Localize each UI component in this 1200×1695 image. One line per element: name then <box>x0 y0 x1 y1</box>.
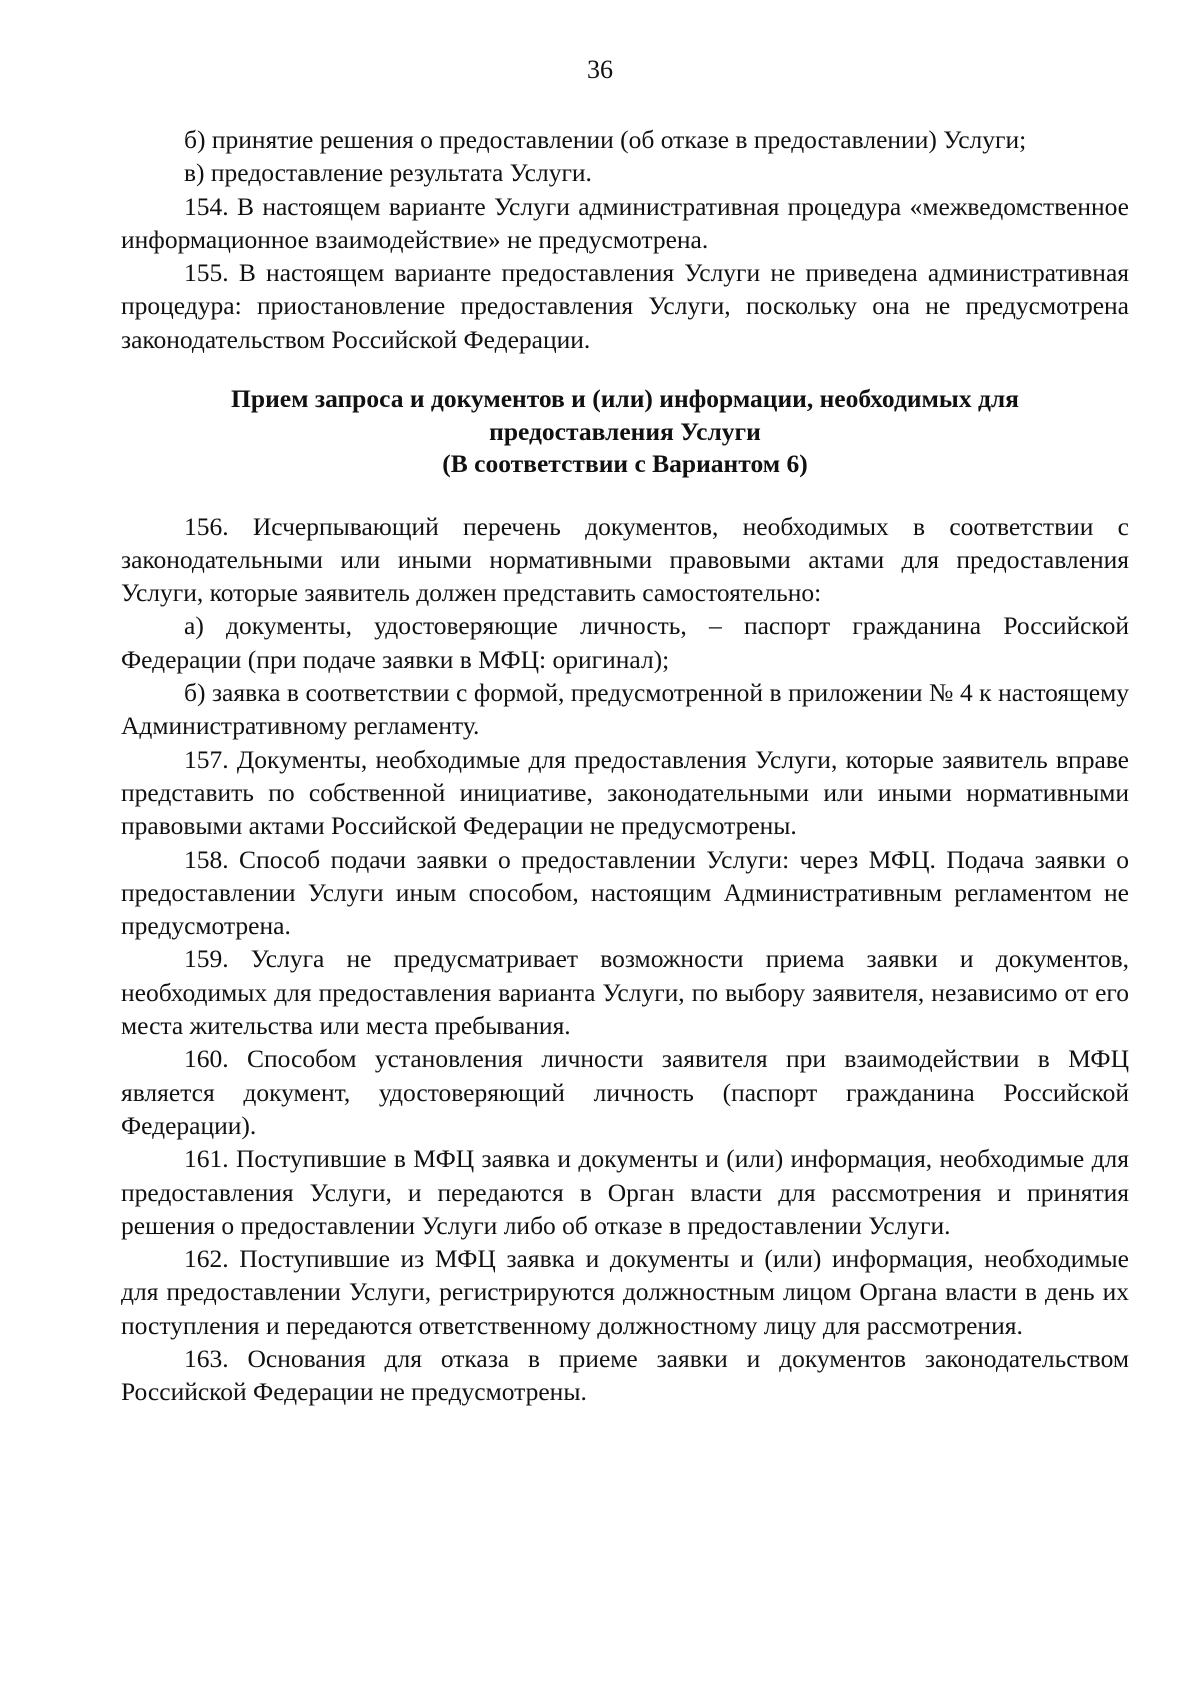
paragraph-161: 161. Поступившие в МФЦ заявка и документы и (или) информация, необходимые для предоставления Услуги, и передаются в Орган власти для рассмотрения и принятия решения о предоставлении Услуги либо об отказе в предоставлении Услуги. <box>121 1144 1129 1240</box>
paragraph-156-a: а) документы, удостоверяющие личность, – паспорт гражданина Российской Федерации (при подаче заявки в МФЦ: оригинал); <box>121 611 1129 674</box>
paragraph-156: 156. Исчерпывающий перечень документов, необходимых в соответствии с законодательными или иными нормативными правовыми актами для предоставления Услуги, которые заявитель должен представить самостоятельно: <box>121 511 1129 608</box>
paragraph-155: 155. В настоящем варианте предоставления Услуги не приведена административная процедура: приостановление предоставления Услуги, поскольку она не предусмотрена законодательством Российской Федерации. <box>121 258 1129 354</box>
paragraph-156-b: б) заявка в соответствии с формой, предусмотренной в приложении № 4 к настоящему Административному регламенту. <box>121 678 1129 741</box>
paragraph-154: 154. В настоящем варианте Услуги административная процедура «межведомственное информационное взаимодействие» не предусмотрена. <box>121 191 1129 254</box>
paragraph-160: 160. Способом установления личности заявителя при взаимодействии в МФЦ является документ, удостоверяющий личность (паспорт гражданина Российской Федерации). <box>121 1044 1129 1140</box>
document-body <box>121 123 1129 1409</box>
section-heading-line-3: (В соответствии с Вариантом 6) <box>442 449 808 479</box>
section-heading <box>121 383 1129 481</box>
section-heading-line-2: предоставления Услуги <box>489 416 761 446</box>
paragraph-157: 157. Документы, необходимые для предоставления Услуги, которые заявитель вправе представить по собственной инициативе, законодательными или иными нормативными правовыми актами Российской Федерации не предусмотрены. <box>121 744 1129 841</box>
paragraph-v-result: в) предоставление результата Услуги. <box>184 158 592 188</box>
paragraph-163: 163. Основания для отказа в приеме заявки и документов законодательством Российской Федерации не предусмотрены. <box>121 1344 1129 1407</box>
section-heading-line-1: Прием запроса и документов и (или) информации, необходимых для <box>231 384 1019 414</box>
paragraph-162: 162. Поступившие из МФЦ заявка и документы и (или) информация, необходимые для предоставлении Услуги, регистрируются должностным лицом Органа власти в день их поступления и передаются ответственному должностному лицу для рассмотрения. <box>121 1244 1129 1340</box>
page-number: 36 <box>587 55 613 84</box>
paragraph-b-decision: б) принятие решения о предоставлении (об отказе в предоставлении) Услуги; <box>184 125 1027 154</box>
paragraph-159: 159. Услуга не предусматривает возможности приема заявки и документов, необходимых для предоставления варианта Услуги, по выбору заявителя, независимо от его места жительства или места пребывания. <box>121 944 1129 1041</box>
paragraph-158: 158. Способ подачи заявки о предоставлении Услуги: через МФЦ. Подача заявки о предоставлении Услуги иным способом, настоящим Административным регламентом не предусмотрена. <box>121 844 1129 941</box>
